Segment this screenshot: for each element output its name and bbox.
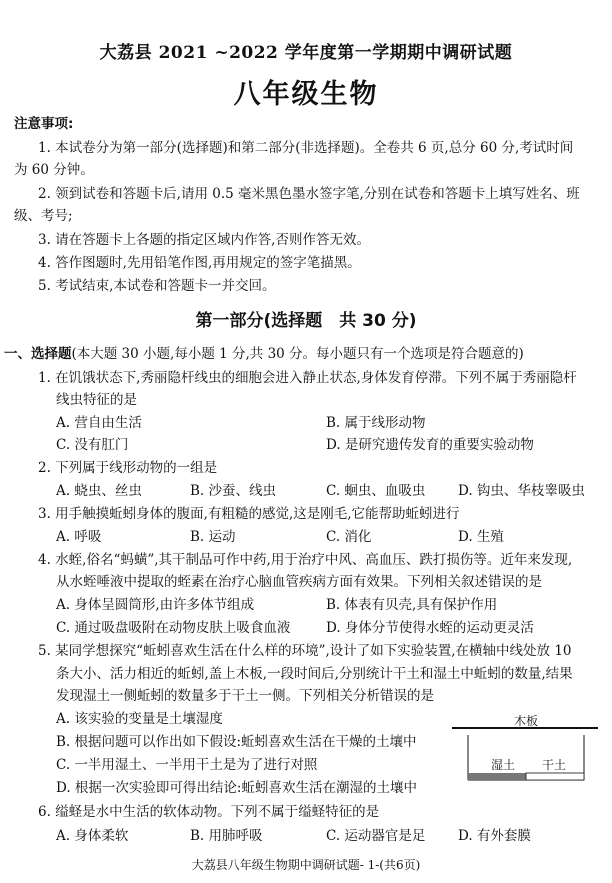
notice-line: 5. 考试结束,本试卷和答题卡一并交回。 xyxy=(38,278,276,294)
option-b: B. 用肺呼吸 xyxy=(190,828,263,844)
soil-box-drawing xyxy=(450,725,600,785)
question-stem: 条大小、活力相近的蚯蚓,盖上木板,一段时间后,分别统计干土和湿土中蚯蚓的数量,结果 xyxy=(56,666,573,682)
notice-line: 4. 答作图题时,先用铅笔作图,再用规定的签字笔描黑。 xyxy=(38,255,361,271)
option-a: A. 营自由生活 xyxy=(56,415,142,431)
option-a: A. 该实验的变量是土壤湿度 xyxy=(56,711,223,727)
board-label: 木板 xyxy=(514,714,539,728)
notice-line: 2. 领到试卷和答题卡后,请用 0.5 毫米黑色墨水签字笔,分别在试卷和答题卡上填写姓名、班 xyxy=(38,186,580,202)
option-c: C. 运动器官是足 xyxy=(326,828,426,844)
option-a: A. 呼吸 xyxy=(56,529,102,545)
notice-line: 为 60 分钟。 xyxy=(14,162,94,178)
section-title: 第一部分(选择题 共 30 分) xyxy=(195,311,417,331)
option-a: A. 身体柔软 xyxy=(56,828,129,844)
question-stem: 4. 水蛭,俗名“蚂蟥”,其干制品可作中药,用于治疗中风、高血压、跌打损伤等。近年来发现, xyxy=(38,552,573,568)
wet-soil-label: 湿土 xyxy=(491,758,516,772)
option-a: A. 身体呈圆筒形,由许多体节组成 xyxy=(56,597,255,613)
option-b: B. 沙蚕、线虫 xyxy=(190,483,277,499)
question-stem: 3. 用手触摸蚯蚓身体的腹面,有粗糙的感觉,这是刚毛,它能帮助蚯蚓进行 xyxy=(38,506,460,522)
question-stem: 1. 在饥饿状态下,秀丽隐杆线虫的细胞会进入静止状态,身体发育停滞。下列不属于秀丽隐杆 xyxy=(38,370,577,386)
question-stem: 2. 下列属于线形动物的一组是 xyxy=(38,460,218,476)
section-intro-label: 一、选择题 xyxy=(4,346,72,362)
option-b: B. 体表有贝壳,具有保护作用 xyxy=(326,597,498,613)
subject-title: 八年级生物 xyxy=(233,79,379,110)
option-a: A. 蛲虫、丝虫 xyxy=(56,483,142,499)
section-intro-text: (本大题 30 小题,每小题 1 分,共 30 分。每小题只有一个选项是符合题意的) xyxy=(71,346,524,362)
dry-soil-label: 干土 xyxy=(542,758,567,772)
option-b: B. 属于线形动物 xyxy=(326,415,426,431)
option-c: C. 没有肛门 xyxy=(56,437,129,453)
section-intro xyxy=(4,344,524,364)
option-d: D. 钩虫、华枝睾吸虫 xyxy=(458,483,585,499)
option-d: D. 根据一次实验即可得出结论:蚯蚓喜欢生活在潮湿的土壤中 xyxy=(56,780,417,796)
notice-line: 3. 请在答题卡上各题的指定区域内作答,否则作答无效。 xyxy=(38,232,370,248)
notice-line: 级、考号; xyxy=(14,208,73,224)
option-d: D. 身体分节使得水蛭的运动更灵活 xyxy=(326,620,534,636)
question-stem: 从水蛭唾液中提取的蛭素在治疗心脑血管疾病方面有效果。下列相关叙述错误的是 xyxy=(56,574,542,590)
notice-line: 1. 本试卷分为第一部分(选择题)和第二部分(非选择题)。全卷共 6 页,总分 60 分,考试时间 xyxy=(38,140,574,156)
option-c: C. 消化 xyxy=(326,529,372,545)
question-stem: 6. 缢蛏是水中生活的软体动物。下列不属于缢蛏特征的是 xyxy=(38,804,380,820)
option-c: C. 蛔虫、血吸虫 xyxy=(326,483,426,499)
option-c: C. 一半用湿土、一半用干土是为了进行对照 xyxy=(56,757,318,773)
question-stem: 发现湿土一侧蚯蚓的数量多于干土一侧。下列相关分析错误的是 xyxy=(56,688,434,704)
option-d: D. 有外套膜 xyxy=(458,828,531,844)
page-footer: 大荔县八年级生物期中调研试题- 1-(共6页) xyxy=(191,858,421,872)
option-d: D. 是研究遗传发育的重要实验动物 xyxy=(326,437,534,453)
option-b: B. 根据问题可以作出如下假设:蚯蚓喜欢生活在干燥的土壤中 xyxy=(56,734,417,750)
option-d: D. 生殖 xyxy=(458,529,504,545)
option-b: B. 运动 xyxy=(190,529,236,545)
exam-title: 大荔县 2021 ~2022 学年度第一学期期中调研试题 xyxy=(99,43,513,63)
notice-heading: 注意事项: xyxy=(14,116,74,132)
question-stem: 5. 某同学想探究“蚯蚓喜欢生活在什么样的环境”,设计了如下实验装置,在横轴中线处放 10 xyxy=(38,643,572,659)
question-stem: 线虫特征的是 xyxy=(56,392,137,408)
option-c: C. 通过吸盘吸附在动物皮肤上吸食血液 xyxy=(56,620,291,636)
